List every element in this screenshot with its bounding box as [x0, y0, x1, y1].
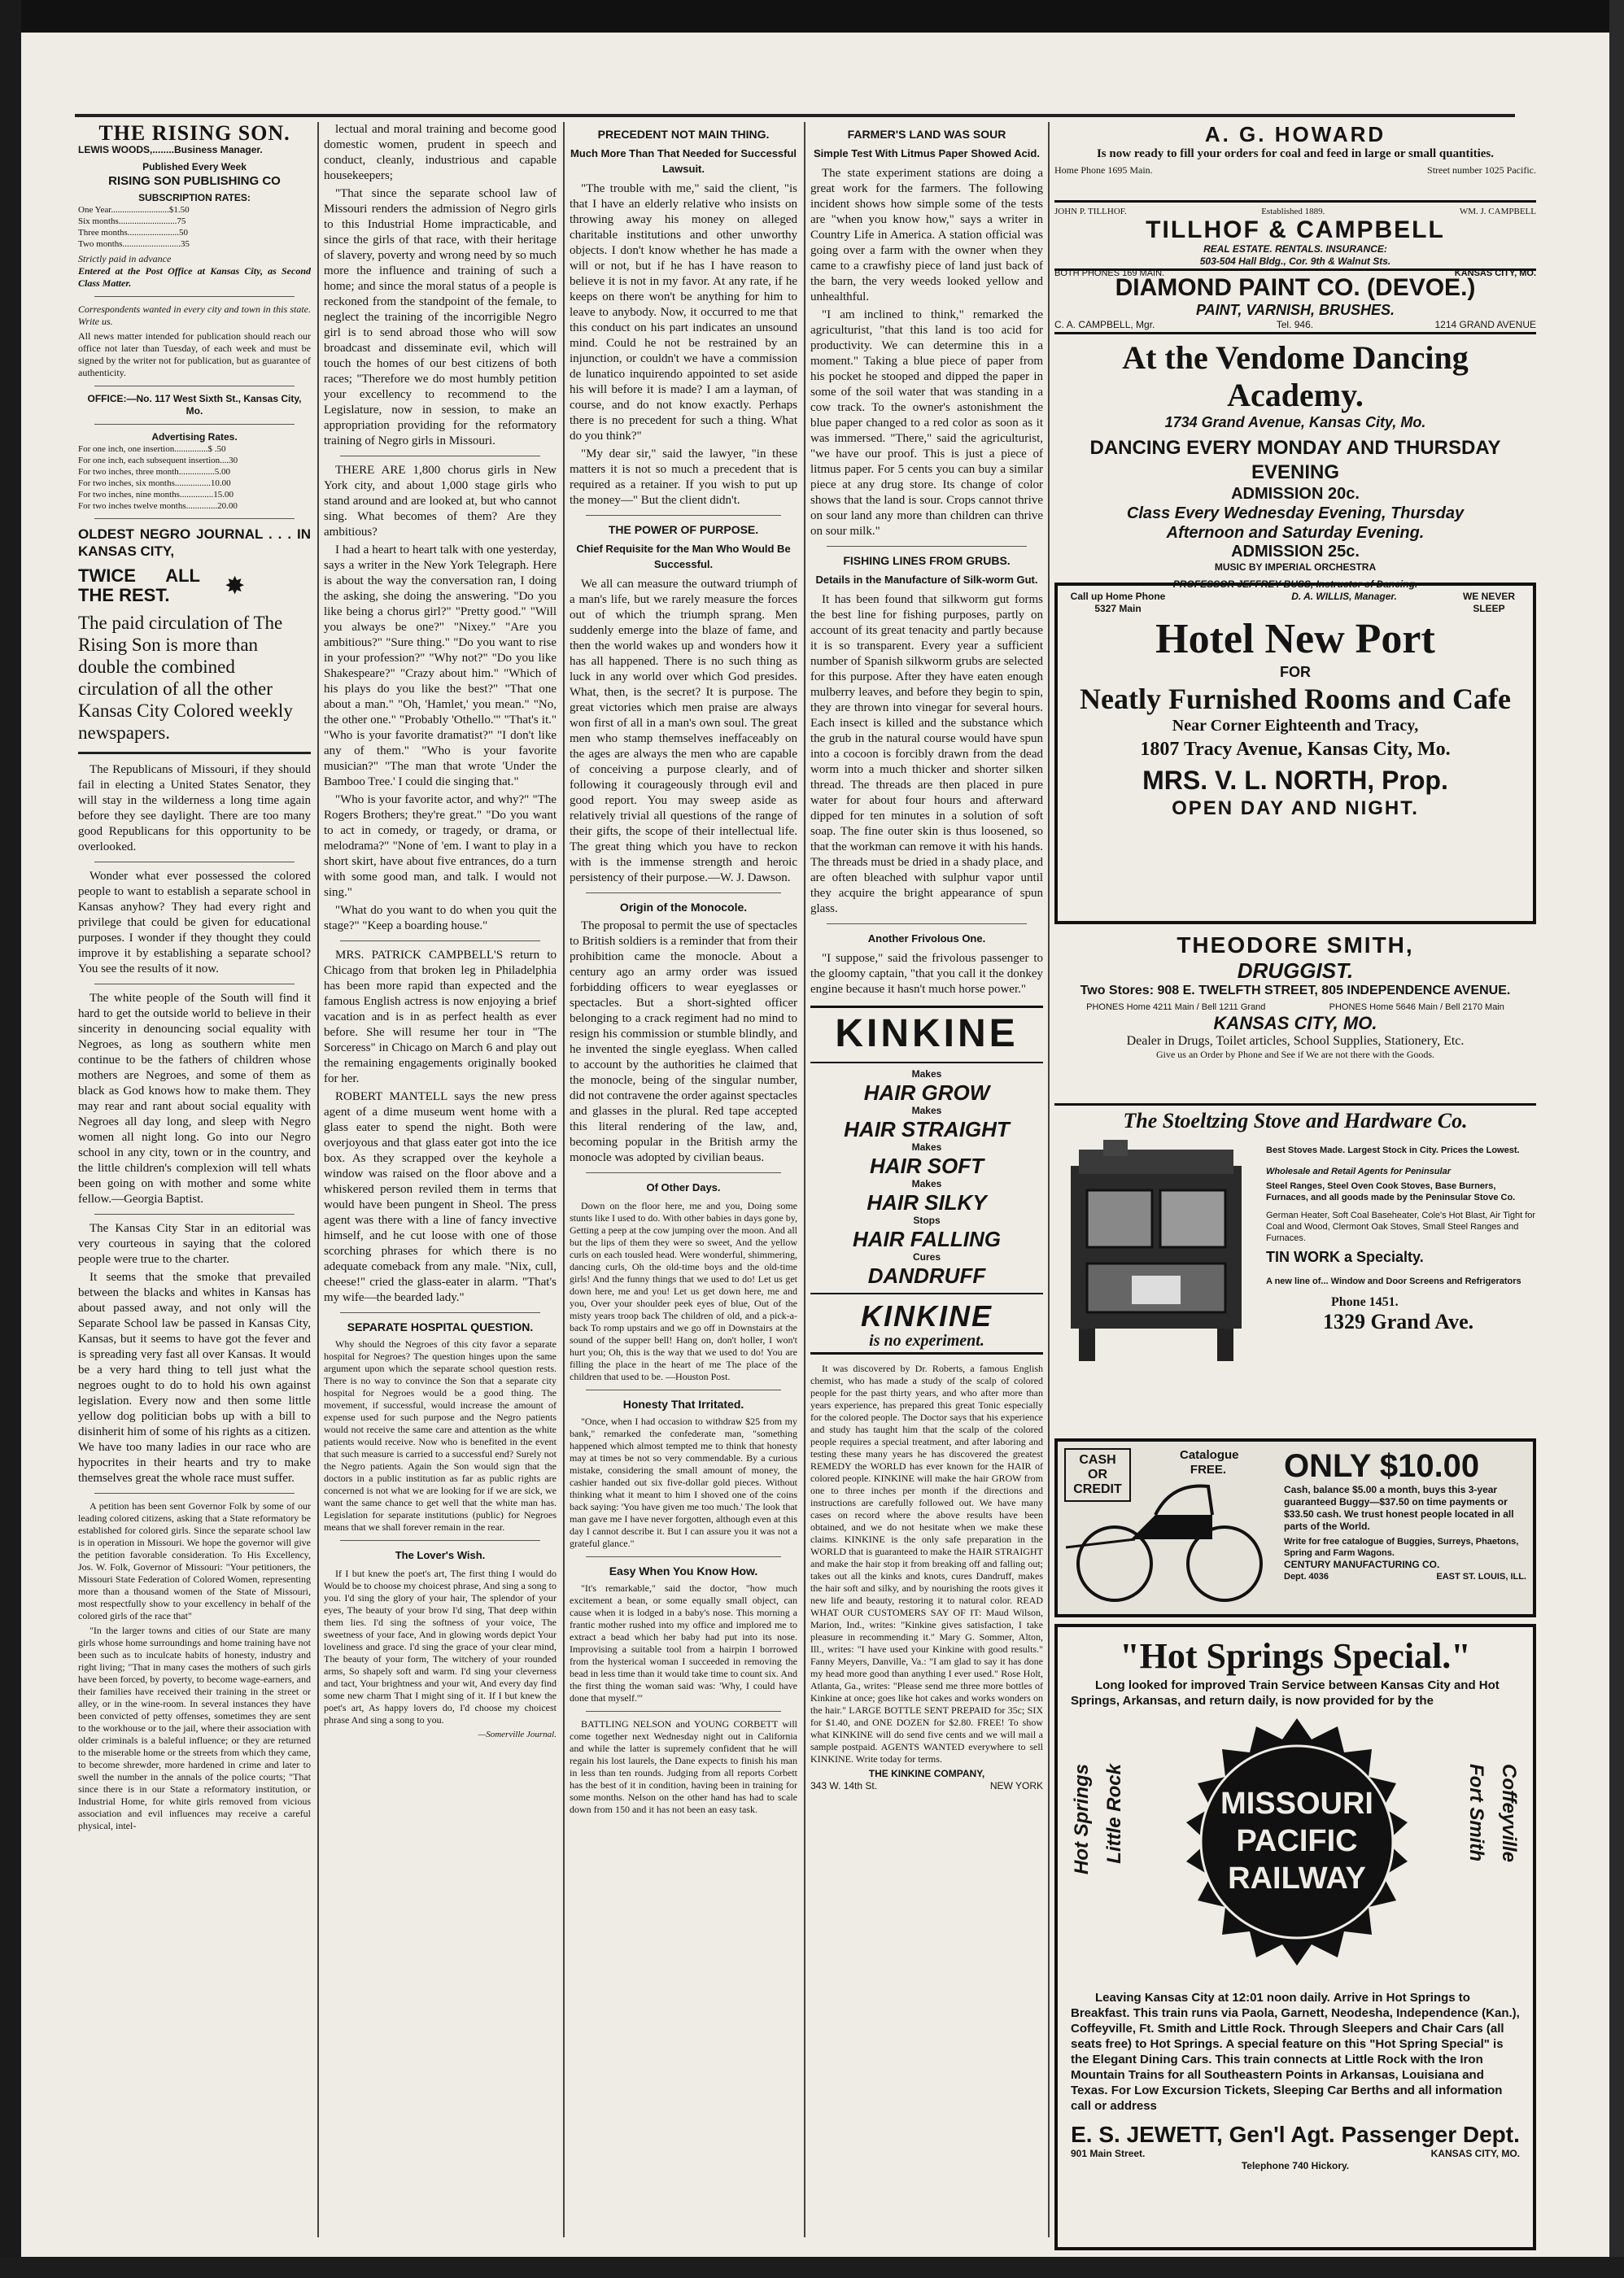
oldest-journal: OLDEST NEGRO JOURNAL . . . IN KANSAS CITY, — [78, 526, 311, 559]
masthead-title: THE RISING SON. — [98, 122, 290, 145]
poem-credit: —Somerville Journal. — [478, 1730, 557, 1739]
article-paragraph: "The trouble with me," said the client, "is that I have an elderly relative who insists on throwing away his money on alleged charitable institutions and other unworthy objects. I don't know whether he has made a will or not, but if he has I have reason to believe it is not in my favor. At any rate, if he keeps on there won't be anything for him to leave to anybody. Now, it occurred to me that this conduct on his part indicates an unsound mind. Could he not be restrained by an injunction, or couldn't we have a commission de lunatico inquirendo appointed to set aside his will before it is made? I am a layman, of course, and do not know exactly. Perhaps there is no precedent for such a thing. What do you think?" — [570, 182, 797, 443]
article-subhead: Details in the Manufacture of Silk-worm Gut. — [815, 574, 1038, 586]
divider — [586, 1556, 781, 1557]
divider — [340, 940, 540, 941]
article-paragraph: It has been found that silkworm gut forms the best line for fishing purposes, partly on account of its great tenacity and partly because it is so transparent. Every year a sufficient number of Spanish silkworm grubs are selected for this purpose. After they have eaten enough mulberry leaves, and before they begin to spin, they are thrown into vinegar for several hours. Each insect is killed and the substance which the grub in the natural course would have spun into a cocoon is forcibly drawn from the dead worm into a much thicker and shorter silken thread. The threads are then placed in pure water for about four hours and afterward dipped for ten minutes in a solution of soft soap. The fine outer skin is thus loosened, so that the workman can remove it with his hands. The threads must be dried in a shady place, and are often bleached with sulphur vapor until they acquire the bright appearance of spun glass. — [810, 593, 1043, 915]
divider — [340, 1312, 540, 1313]
article-paragraph: THERE ARE 1,800 chorus girls in New York city, and about 1,000 stage girls who stand around and are looked at, but who cannot sing. What becomes of them? Are they ambitious? — [324, 464, 557, 539]
kinkine-line: Makes — [911, 1141, 942, 1153]
divider — [340, 1540, 540, 1541]
article-paragraph: We all can measure the outward triumph of a man's life, but we rarely measure the forces out of which the triumph sprang. Men suddenly emerge into the blaze of fame, and then the world wakes up and wonders how it has all happened. There is no such thing as luck in any world over which God presides. What, then, is the secret? It is purpose. The great victories which men praise are always won first of all in a man's own soul. The great men who stamp themselves ineffaceably on the ages are always the men who are capable of conceiving a purpose clearly, and of following it courageously through evil and good report. You may sweep aside as relatively trivial all questions of the range of their gifts, the scope of their intellectual life. The great thing which you have to reckon with is the immense strength and heroic persistency of their purpose.—W. J. Dawson. — [570, 578, 797, 884]
advertising-heading: Advertising Rates. — [151, 431, 238, 443]
divider — [586, 1172, 781, 1173]
article-headline: THE POWER OF PURPOSE. — [608, 523, 759, 536]
poem-text: Down on the floor here, me and you, Doing some stunts like I used to do. With other babies in days gone by, Getting a peep at the cow jumping over the moon. And all but the lips of them they were so sweet, And the yellow curls on each tousled head. Were wonderful, shimmering, dancing curls, Oh the old-time boys and the old-time girls! And the funny things that we used to do! Let us get down here, me and you! Let us get down here, me and you, Over your shoulder peek eyes of blue, Out of the misty years troop back The children of old, and a pick-a-back To romp upstairs and we go off in Downstairs at the sound of the supper bell! Hang on, don't holler, I won't hurt you; Oh, this is the way that we used to do! You are filling the place in the heart of me The place of the children that used to be. —Houston Post. — [570, 1200, 797, 1382]
circulation-claim: The paid circulation of The Rising Son is more than double the combined circulation of all the other Kansas City Colored weekly newspapers. — [78, 613, 293, 743]
article-headline: FISHING LINES FROM GRUBS. — [843, 554, 1011, 567]
kinkine-line: HAIR FALLING — [853, 1227, 1001, 1251]
kinkine-line: Makes — [911, 1105, 942, 1116]
scan-border-bottom — [0, 2257, 1624, 2278]
kinkine-line: Cures — [912, 1251, 941, 1263]
article-headline: Another Frivolous One. — [867, 932, 986, 945]
article-headline: FARMER'S LAND WAS SOUR — [847, 128, 1006, 141]
kinkine-paragraph: It was discovered by Dr. Roberts, a famous English chemist, who has made a study of the scalp of colored people for the past thirty years, and who after more than years experience, has prepared this great Tonic especially for the colored people. The Doctor says that his experience and study has taught him that the scalp of the colored people requires a special treatment, and after laboring and testing these many years he has discovered the greatest REMEDY the WORLD has ever known for the HAIR of colored people. KINKINE will make the hair GROW from one to three inches per month if the directions and instructions are carefully followed out. We have many cases on record where the above results have been obtained, and we do not hesitate when we make these claims. KINKINE is the only safe preparation in the WORLD that is guaranteed to make the HAIR STRAIGHT and make the hair stop it from breaking off and falling out; takes out all the kinks and knots, cures Dandruff, makes the hair soft and silky, and by nourishing the roots gives it new life and beauty, restoring it to natural color. READ WHAT OUR CUSTOMERS SAY OF IT: Maud Wilson, Marion, Ind., writes: "Kinkine gives satisfaction, I take pleasure in recommending it." Mary G. Sommer, Alton, Ill., writes: "I have used your Kinkine with good results." Fanny Meyers, Danville, Va.: "I am glad to say it has done my head more good than anything I ever used." Rose Holt, Atlanta, Ga., writes: "Please send me three more bottles of Kinkine at once; goes like hot cakes and works wonders on the hair." LARGE BOTTLE SENT PREPAID for 35c; SIX for $1.40, and ONE DOZEN for $2.80. FREE! To show what KINKINE will do send five cents and we will mail a sample postpaid. AGENTS WANTED everywhere to sell KINKINE. Write today for terms. — [810, 1363, 1043, 1765]
stove-illustration — [1054, 1133, 1258, 1377]
adv-rate-line: For two inches twelve months..............20.00 — [78, 501, 238, 511]
article-paragraph: ROBERT MANTELL says the new press agent of a dime museum went home with a glass eater to spend the night. Both were overjoyous and that glass eater got into the ice box. As they scrapped over the keyhole a window was raised on the floor above and a whiskered person reviled them in terms that would have been pungent in Sheol. The press agent was there with a line of fancy invective himself, and he cut loose with one of those scorching phrases for which there is no adequate comeback from any male. "Nix, cull, cheese!" cried the glass-eater in alarm. "That's my wife—the bearded lady." — [324, 1090, 557, 1304]
column-2 — [324, 122, 557, 2237]
divider — [586, 1711, 781, 1712]
poem-text: If I but knew the poet's art, The first thing I would do Would be to choose my choicest phrase, And sing a song to you. I'd sing the glory of your hair, The splendor of your eyes, The beauty of your brow I'd sing, That deep within them lies. I'd sing the softness of your voice, The sweetness of your face, And in glowing words depict Your loveliness and grace. I'd sing the grace of your clear mind, The beauty of your form, The witchery of your rounded arms, So shapely soft and warm. I'd sing your cleverness and tact, Your brightness and your wit, And every day find some new charm That I might sing of it. If I but knew the poet's art, As happy lovers do, I'd choose my choicest phrase And sing a song to you. — [324, 1568, 557, 1726]
diamond-name: DIAMOND PAINT CO. (DEVOE.) — [1115, 274, 1476, 301]
adv-rate-line: For two inches, three month................5.00 — [78, 467, 230, 477]
smith-druggist-ad: THEODORE SMITH, DRUGGIST. Two Stores: 908 E. TWELFTH STREET, 805 INDEPENDENCE AVENUE. PHONES Home 4211 Main / Bell 1211 Grand PHONES Home 5646 Main / Bell 2170 Main KANSAS CITY, MO. Dealer in Drugs, Toilet articles, School Supplies, Stationery, Etc. Give us an Order by Phone and See if We are not there with the Goods. — [1080, 932, 1511, 1060]
rate-line: Three months.......................50 — [78, 228, 189, 238]
article-headline: SEPARATE HOSPITAL QUESTION. — [347, 1320, 534, 1333]
vendome-ad: At the Vendome Dancing Academy. 1734 Grand Avenue, Kansas City, Mo. DANCING EVERY MONDAY AND THURSDAY EVENING ADMISSION 20c. Class Every Wednesday Evening, Thursday Afternoon and Saturday Evening. ADMISSION 25c. MUSIC BY IMPERIAL ORCHESTRA PROFESSOR JEFFREY BUSS, Instructor of Dancing. D. A. WILLIS, Manager. — [1054, 332, 1536, 603]
buggy-illustration — [1058, 1450, 1277, 1612]
star-icon: ✸ — [225, 572, 246, 600]
kinkine-line: Makes — [911, 1068, 942, 1080]
article-headline: Honesty That Irritated. — [622, 1398, 744, 1411]
howard-line: Is now ready to fill your orders for coal and feed in large or small quantities. — [1096, 147, 1495, 160]
column-rule — [1048, 122, 1050, 2237]
advertising-rates — [78, 443, 311, 512]
divider — [827, 546, 1027, 547]
news-matter-note: All news matter intended for publication should reach our office not later than Tuesday, of each week and must be signed by the writer not for publication, but as guarantee of authenticity. — [78, 330, 311, 378]
article-paragraph: BATTLING NELSON and YOUNG CORBETT will come together next Wednesday night out in California and while the latter is supremely confident that he will regain his lost laurels, the Dane expects to finish his man in less than ten rounds. Judging from all reports Corbett has the best of it in condition, having been in training for some months. Nelson on the other hand has had to scale down from 150 and it has not been an easy task. — [570, 1718, 797, 1815]
postoffice-note: Entered at the Post Office at Kansas City, as Second Class Matter. — [78, 265, 311, 289]
kinkine-slogan: is no experiment. — [869, 1332, 984, 1350]
kinkine-line: Makes — [911, 1178, 942, 1189]
published-line: Published Every Week — [142, 161, 247, 172]
editorial-paragraph: The white people of the South will find it hard to get the outside world to believe in their sincerity in denouncing social equality with Negroes, as long as southern white men continue to be the fathers of children whose mothers are Negroes, and some of them as black as God knows how to make them. They may rear and rant about social equality with Negroes all day long, and sleep with Negro women all night long. Go into our Negro school in any city, town or in the country, and the little children's complexion will tell whats been going on with mother and some white fellow.—Georgia Baptist. — [78, 992, 311, 1206]
kinkine-line: HAIR SILKY — [867, 1190, 987, 1215]
article-paragraph: The state experiment stations are doing a great work for the farmers. The following incident shows how simple some of the tests are "when you know how," says a writer in Country Life in America. A station official was going over a farm with the owner when they came to a crawfishy piece of land just back of the barn, the very weeds looked yellow and unhealthful. — [810, 167, 1043, 303]
adv-rate-line: For two inches, six months................10.00 — [78, 478, 231, 488]
divider — [78, 752, 311, 754]
article-paragraph: Why should the Negroes of this city favor a separate hospital for Negroes? The question hinges upon the same argument upon which the separate school question rests. There is no way to convince the Son that a separate city hospital for Negroes would be a good thing. The movement, if successful, would increase the amount of expense used for such purpose and the Negro patients would not receive the same care and attention as the white patients would receive. Now who is benefited in the event that such measure is carried to a successful end? Surely not the Negro patients. Again the Son would sign that the doctors in a public institution as far as public rights are concerned is not what we are looking for if we are sick, we want the same chance to get well that the white man has. Legislation for separate institutions (public) for Negroes means that we shall forever remain in the rear. — [324, 1338, 557, 1533]
top-rule — [75, 114, 1515, 117]
divider — [94, 518, 295, 519]
howard-ad — [1054, 122, 1536, 187]
kinkine-ad — [810, 1006, 1043, 1355]
hotel-newport-ad: Call up Home Phone 5327 Main WE NEVER SLEEP Hotel New Port FOR Neatly Furnished Rooms and Cafe Near Corner Eighteenth and Tracy, 1807 Tracy Avenue, Kansas City, Mo. MRS. V. L. NORTH, Prop. OPEN DAY AND NIGHT. — [1054, 583, 1536, 924]
article-paragraph: The proposal to permit the use of spectacles to British soldiers is a reminder that from their prohibition came the monocle. About a century ago an army order was issued forbidding officers to wear eyeglasses or spectacles. But a short-sighted officer belonging to a crack regiment had no mind to resign his commission or stumble blindly, and he invented the single eyeglass. When called to account by the authorities he claimed that the monocle, being of the singular number, did not contravene the order against spectacles and glasses in the plural. Red tape accepted this literal rendering of the law, and, becoming popular in the British army the monocle was adopted by civilian beaus. — [570, 919, 797, 1164]
rate-line: One Year..........................$1.50 — [78, 205, 190, 215]
divider — [94, 1214, 295, 1215]
vendome-title: At the Vendome Dancing Academy. — [1122, 339, 1469, 413]
buggy-ad: CASH OR CREDIT Catalogue FREE. ONLY $10.00 Cash, balance $5.00 a month, buys this 3-year guaranteed Buggy—$37.50 on time payments or $33.50 cash. We trust honest people located in all parts of the World. Write for free catalogue of Buggies, Surreys, Phaetons, Spring and Farm Wagons. CENTURY MANUFACTURING CO. Dept. 4036 EAST ST. LOUIS, ILL. — [1054, 1438, 1536, 1617]
rate-line: Two months..........................35 — [78, 239, 190, 249]
rate-line: Six months..........................75 — [78, 216, 186, 226]
divider — [94, 424, 295, 425]
subscription-heading: SUBSCRIPTION RATES: — [138, 192, 251, 203]
kinkine-line: DANDRUFF — [867, 1263, 986, 1288]
article-subhead: Chief Requisite for the Man Who Would Be Successful. — [576, 543, 791, 570]
editorial-paragraph: Wonder what ever possessed the colored people to want to establish a separate school in Kansas anyhow? They had every right and privilege that could be given for educational purposes. I wonder if they thought they could improve it by establishing a separate school? You see the results of it now. — [78, 870, 311, 975]
correspondents-note: Correspondents wanted in every city and town in this state. Write us. — [78, 303, 311, 327]
scan-border-top — [0, 0, 1624, 33]
column-rule — [317, 122, 319, 2237]
hot-springs-title: "Hot Springs Special." — [1120, 1636, 1471, 1676]
column-3 — [570, 122, 797, 2237]
poem-title: Of Other Days. — [646, 1181, 721, 1194]
divider — [827, 923, 1027, 924]
article-subhead: Simple Test With Litmus Paper Showed Acid. — [814, 147, 1040, 159]
column-rule — [804, 122, 805, 2237]
tillhof-name: TILLHOF & CAMPBELL — [1146, 216, 1445, 243]
kinkine-brand: KINKINE — [860, 1299, 993, 1333]
article-headline: PRECEDENT NOT MAIN THING. — [597, 128, 770, 141]
scan-border-right — [1609, 0, 1624, 2278]
article-paragraph: lectual and moral training and become good domestic women, prudent in speech and conduct, cleanly, industrious and capable housekeepers; — [324, 123, 557, 182]
article-paragraph: "It's remarkable," said the doctor, "how much excitement a bean, or some equally small object, can cause when it is lodged in a baby's nose. This morning a frantic mother rushed into my office and implored me to extract a bead which her baby had put into its nose. Improvising a suitable tool from a hairpin I borrowed from the hysterical woman I succeeded in removing the bead in less time than it would take time to count six. And the first thing the woman said was: 'Why, I could have done that myself.'" — [570, 1582, 797, 1704]
article-paragraph: "My dear sir," said the lawyer, "in these matters it is not so much a precedent that is required as a retainer. If you wish to put up the money—" But the client didn't. — [570, 447, 797, 507]
business-manager: LEWIS WOODS,........Business Manager. — [78, 144, 263, 155]
kinkine-line: HAIR STRAIGHT — [844, 1117, 1010, 1141]
article-paragraph: "I am inclined to think," remarked the agriculturist, "that this land is too acid for productivity. We can determine this in a moment." Taking a blue piece of paper from his pocket he stooped and dipped the paper in some of the soil water that was standing in a cow track. To the owner's astonishment the blue paper changed to a red color as soon as it was immersed. "There," said the agriculturist, "we have our proof. This is just a piece of litmus paper. For 5 cents you can buy a similar piece at any drug store. Its change of color shows that the land is sour. Crops cannot thrive on sour land any more than children can thrive on sour milk." — [810, 308, 1043, 538]
twice-all-the-rest — [78, 566, 311, 605]
scan-border-left — [0, 0, 21, 2278]
article-headline: Origin of the Monocole. — [619, 901, 748, 914]
kinkine-address: 343 W. 14th St. NEW YORK — [810, 1780, 1043, 1791]
divider — [94, 296, 295, 297]
howard-name: A. G. HOWARD — [1204, 122, 1386, 146]
editorial-paragraph: A petition has been sent Governor Folk by some of our leading colored citizens, asking that a State reformatory be established for colored girls. Since the separate school law is in operation in Missouri. We hope the governor will give the petition favorable consideration. To His Excellency, Jos. W. Folk, Governor of Missouri: "Your petitioners, the Missouri State Federation of Colored Women, representing more than a thousand women of the State of Missouri, most respectfully show to your excellency in behalf of the colored girls of the race that" — [78, 1500, 311, 1621]
column-rule — [563, 122, 565, 2237]
editorial-paragraph: "In the larger towns and cities of our State are many girls whose home surroundings and home training have not been such as to inculcate habits of honesty, industry and right living; "That in many cases the mothers of such girls have been forced, by poverty, to become wage-earners, and their families have received their training in the street or alley, or in the wine-room. In several instances they have been convicted of petty offenses, sometimes they are sent to the workhouse or to the jail, where their association with older criminals is a baleful influence; or they are returned to the miserable home or the streets from which they came, to become shrewder, more hardened in crime and later to swell the number in the annals of the police courts; "That since there is in our State a reformatory institution, or Industrial Home, for white girls removed from vicious association and evil influences may receive a careful physical, intel- — [78, 1625, 311, 1831]
stoeltzing-ad: The Stoeltzing Stove and Hardware Co. Best Stoves Made. Largest Stock in City. Prices the Lowest. Wholesale and Retail Agents for Peninsular Steel Ranges, Steel Oven Cook Stoves, Base Burners, Furnaces, and all goods made by the Peninsular Stove Co. German Heater, Soft Coal Baseheater, Cole's Hot Blast, Air Tight for Coal and Wood, Clermont Oak Stoves, Small Steel Ranges and Furnaces. TIN WORK a Specialty. A new line of... Window and Door Screens and Refrigerators Phone 1451. 1329 Grand Ave. — [1054, 1103, 1536, 1442]
article-paragraph: "That since the separate school law of Missouri renders the admission of Negro girls to this Industrial Home impracticable, and since the girls of that race, with their heritage of slavery, poverty and wrong need by so much more the influence and training of such a home; and since the moral status of a people is reckoned from the standpoint of the female, to neglect the training of the incorrigible Negro girl is to send abroad those who will sow broadcast and disseminate evil, which will touch the homes of our best citizens of both races; "Therefore we do most humbly petition your excellency to recommend to the Legislature, now in session, to make an appropriation providing for the reformatory training of Negro girls in Missouri. — [324, 187, 557, 447]
howard-contacts: Home Phone 1695 Main. Street number 1025 Pacific. — [1054, 164, 1536, 176]
article-paragraph: "Who is your favorite actor, and why?" "The Rogers Brothers; they're great." "Do you want to act in comedy, or tragedy, or drama, or melodrama?" "None of 'em. I want to play in a short skirt, have about five entrances, do a turn with some good man, and talk. I would not sing." — [324, 793, 557, 899]
adv-rate-line: For two inches, nine months...............15.00 — [78, 490, 234, 500]
publisher-name: RISING SON PUBLISHING CO — [108, 174, 281, 188]
column-4 — [810, 122, 1043, 2237]
office-address: OFFICE:—No. 117 West Sixth St., Kansas City, Mo. — [87, 393, 302, 417]
kinkine-brand: KINKINE — [835, 1012, 1019, 1055]
advance-note: Strictly paid in advance — [78, 253, 172, 264]
adv-rate-line: For one inch, one insertion...............$ .50 — [78, 444, 226, 454]
article-paragraph: MRS. PATRICK CAMPBELL'S return to Chicago from that broken leg in Philadelphia has been more rapid than expected and the famous English actress is now enjoying a brief vacation and is in as perfect health as ever before. She will resume her tour in "The Sorceress" in Chicago on March 6 and play out the remaining engagements originally booked for her. — [324, 949, 557, 1085]
divider — [94, 1493, 295, 1494]
diamond-paint-ad: DIAMOND PAINT CO. (DEVOE.) PAINT, VARNISH, BRUSHES. C. A. CAMPBELL, Mgr. Tel. 946. 1214 GRAND AVENUE — [1054, 268, 1536, 331]
article-paragraph: "I suppose," said the frivolous passenger to the gloomy captain, "that you call it the donkey engine because it hasn't much horse power." — [810, 952, 1043, 996]
kinkine-line: Stops — [913, 1215, 941, 1226]
editorial-paragraph: The Republicans of Missouri, if they should fail in electing a United States Senator, they will stay in the wilderness a long time again before they see daylight. There are too many good Republicans for this opportunity to be overlooked. — [78, 763, 311, 853]
article-paragraph: "Once, when I had occasion to withdraw $25 from my bank," remarked the confederate man, "something happened which almost tempted me to think that honesty may at times be not so very commendable. By a curious mistake, considering the small amount of money, the cashier handed out six five-dollar gold pieces. Without thinking what it meant to him I shoved one of the coins back saying: 'You have given me too much.' The look that man gave me I have never forgotten, although even at this day I cannot describe it. But I can assure you it was not a grateful glance." — [570, 1416, 797, 1549]
tillhof-ad: JOHN P. TILLHOF. Established 1889. WM. J. CAMPBELL TILLHOF & CAMPBELL REAL ESTATE. RENTALS. INSURANCE: 503-504 Hall Bldg., Cor. 9th & Walnut Sts. BOTH PHONES 169 MAIN. KANSAS CITY, MO. — [1054, 200, 1536, 279]
hotel-name: Hotel New Port — [1155, 616, 1435, 662]
kinkine-footer: THE KINKINE COMPANY, — [868, 1768, 985, 1779]
divider — [586, 892, 781, 893]
editorial-paragraph: The Kansas City Star in an editorial was very courteous in saying that the colored people were true to the charter. — [78, 1222, 311, 1266]
article-paragraph: I had a heart to heart talk with one yesterday, says a writer in the New York Telegraph. Here is about the way the conversation ran, I doing the asking, she doing the answering. "Do you like being a chorus girl?" "Pretty good." "Will you always be one?" "Nixey." "Are you ambitious?" "Sure thing." "Do you want to rise in your profession?" "Why not?" "Do you like Shakespeare?" "Crazy about him." "Which of his plays do you like the best?" "That one about a man." "Oh, 'Hamlet,' you mean." "No, the other one." "Probably 'Othello.'" "That's it." "Who is your favorite dramatist?" "I don't like any of them." "Who is your favorite musician?" "The man that wrote 'Under the Bamboo Tree.' I could die singing that." — [324, 543, 557, 788]
poem-title: The Lover's Wish. — [395, 1549, 486, 1561]
twice-all-text: TWICE ALL THE REST. — [78, 565, 200, 605]
divider — [586, 515, 781, 516]
kinkine-line: HAIR GROW — [863, 1080, 990, 1105]
column-1 — [78, 122, 311, 2237]
adv-rate-line: For one inch, each subsequent insertion....30 — [78, 456, 238, 465]
article-headline: Easy When You Know How. — [609, 1564, 758, 1578]
hot-springs-special-ad: "Hot Springs Special." Long looked for improved Train Service between Kansas City and Hot Springs, Arkansas, and return daily, is now provided for by the Hot Springs Little Rock Fort Smith Coffeyville MISSOURI PACIFIC RAILWAY Leaving Kansas City at 12:01 noon daily. Arrive in Hot Springs to Breakfast. This train runs via Paola, Garnett, Neodesha, Independence (Kan.), Coffeyville, Ft. Smith and Little Rock. Through Sleepers and Chair Cars (all seats free) to Hot Springs. A special feature on this "Hot Spring Special" is the Elegant Dining Cars. This train connects at Little Rock with the Iron Mountain Trains for all Southeastern Points in Arkansas, Louisiana and Texas. For Low Excursion Tickets, Sleeping Car Berths and all information call or address E. S. JEWETT, Gen'l Agt. Passenger Dept. 901 Main Street. KANSAS CITY, MO. Telephone 740 Hickory. — [1054, 1624, 1536, 2250]
article-paragraph: "What do you want to do when you quit the stage?" "Keep a boarding house." — [324, 904, 557, 932]
subscription-rates — [78, 204, 311, 250]
article-subhead: Much More Than That Needed for Successful Lawsuit. — [570, 147, 797, 175]
editorial-paragraph: It seems that the smoke that prevailed between the blacks and whites in Kansas has about passed away, and not only will the Separate School law be passed in Kansas City, Kansas, but it seems to have got the fever and is spreading very fast all over Kansas. It would be a very hard thing to tell just what the negroes ought to do to hold his own against legislation. Every now and then some little yellow dog politician bobs up with a bill to disinherit him of some of his rights as a citizen. We have too many ladies in our race who are hypocrites in their hearts and try to make themselves great the whole race must suffer. — [78, 1271, 311, 1485]
kinkine-line: HAIR SOFT — [869, 1154, 984, 1178]
